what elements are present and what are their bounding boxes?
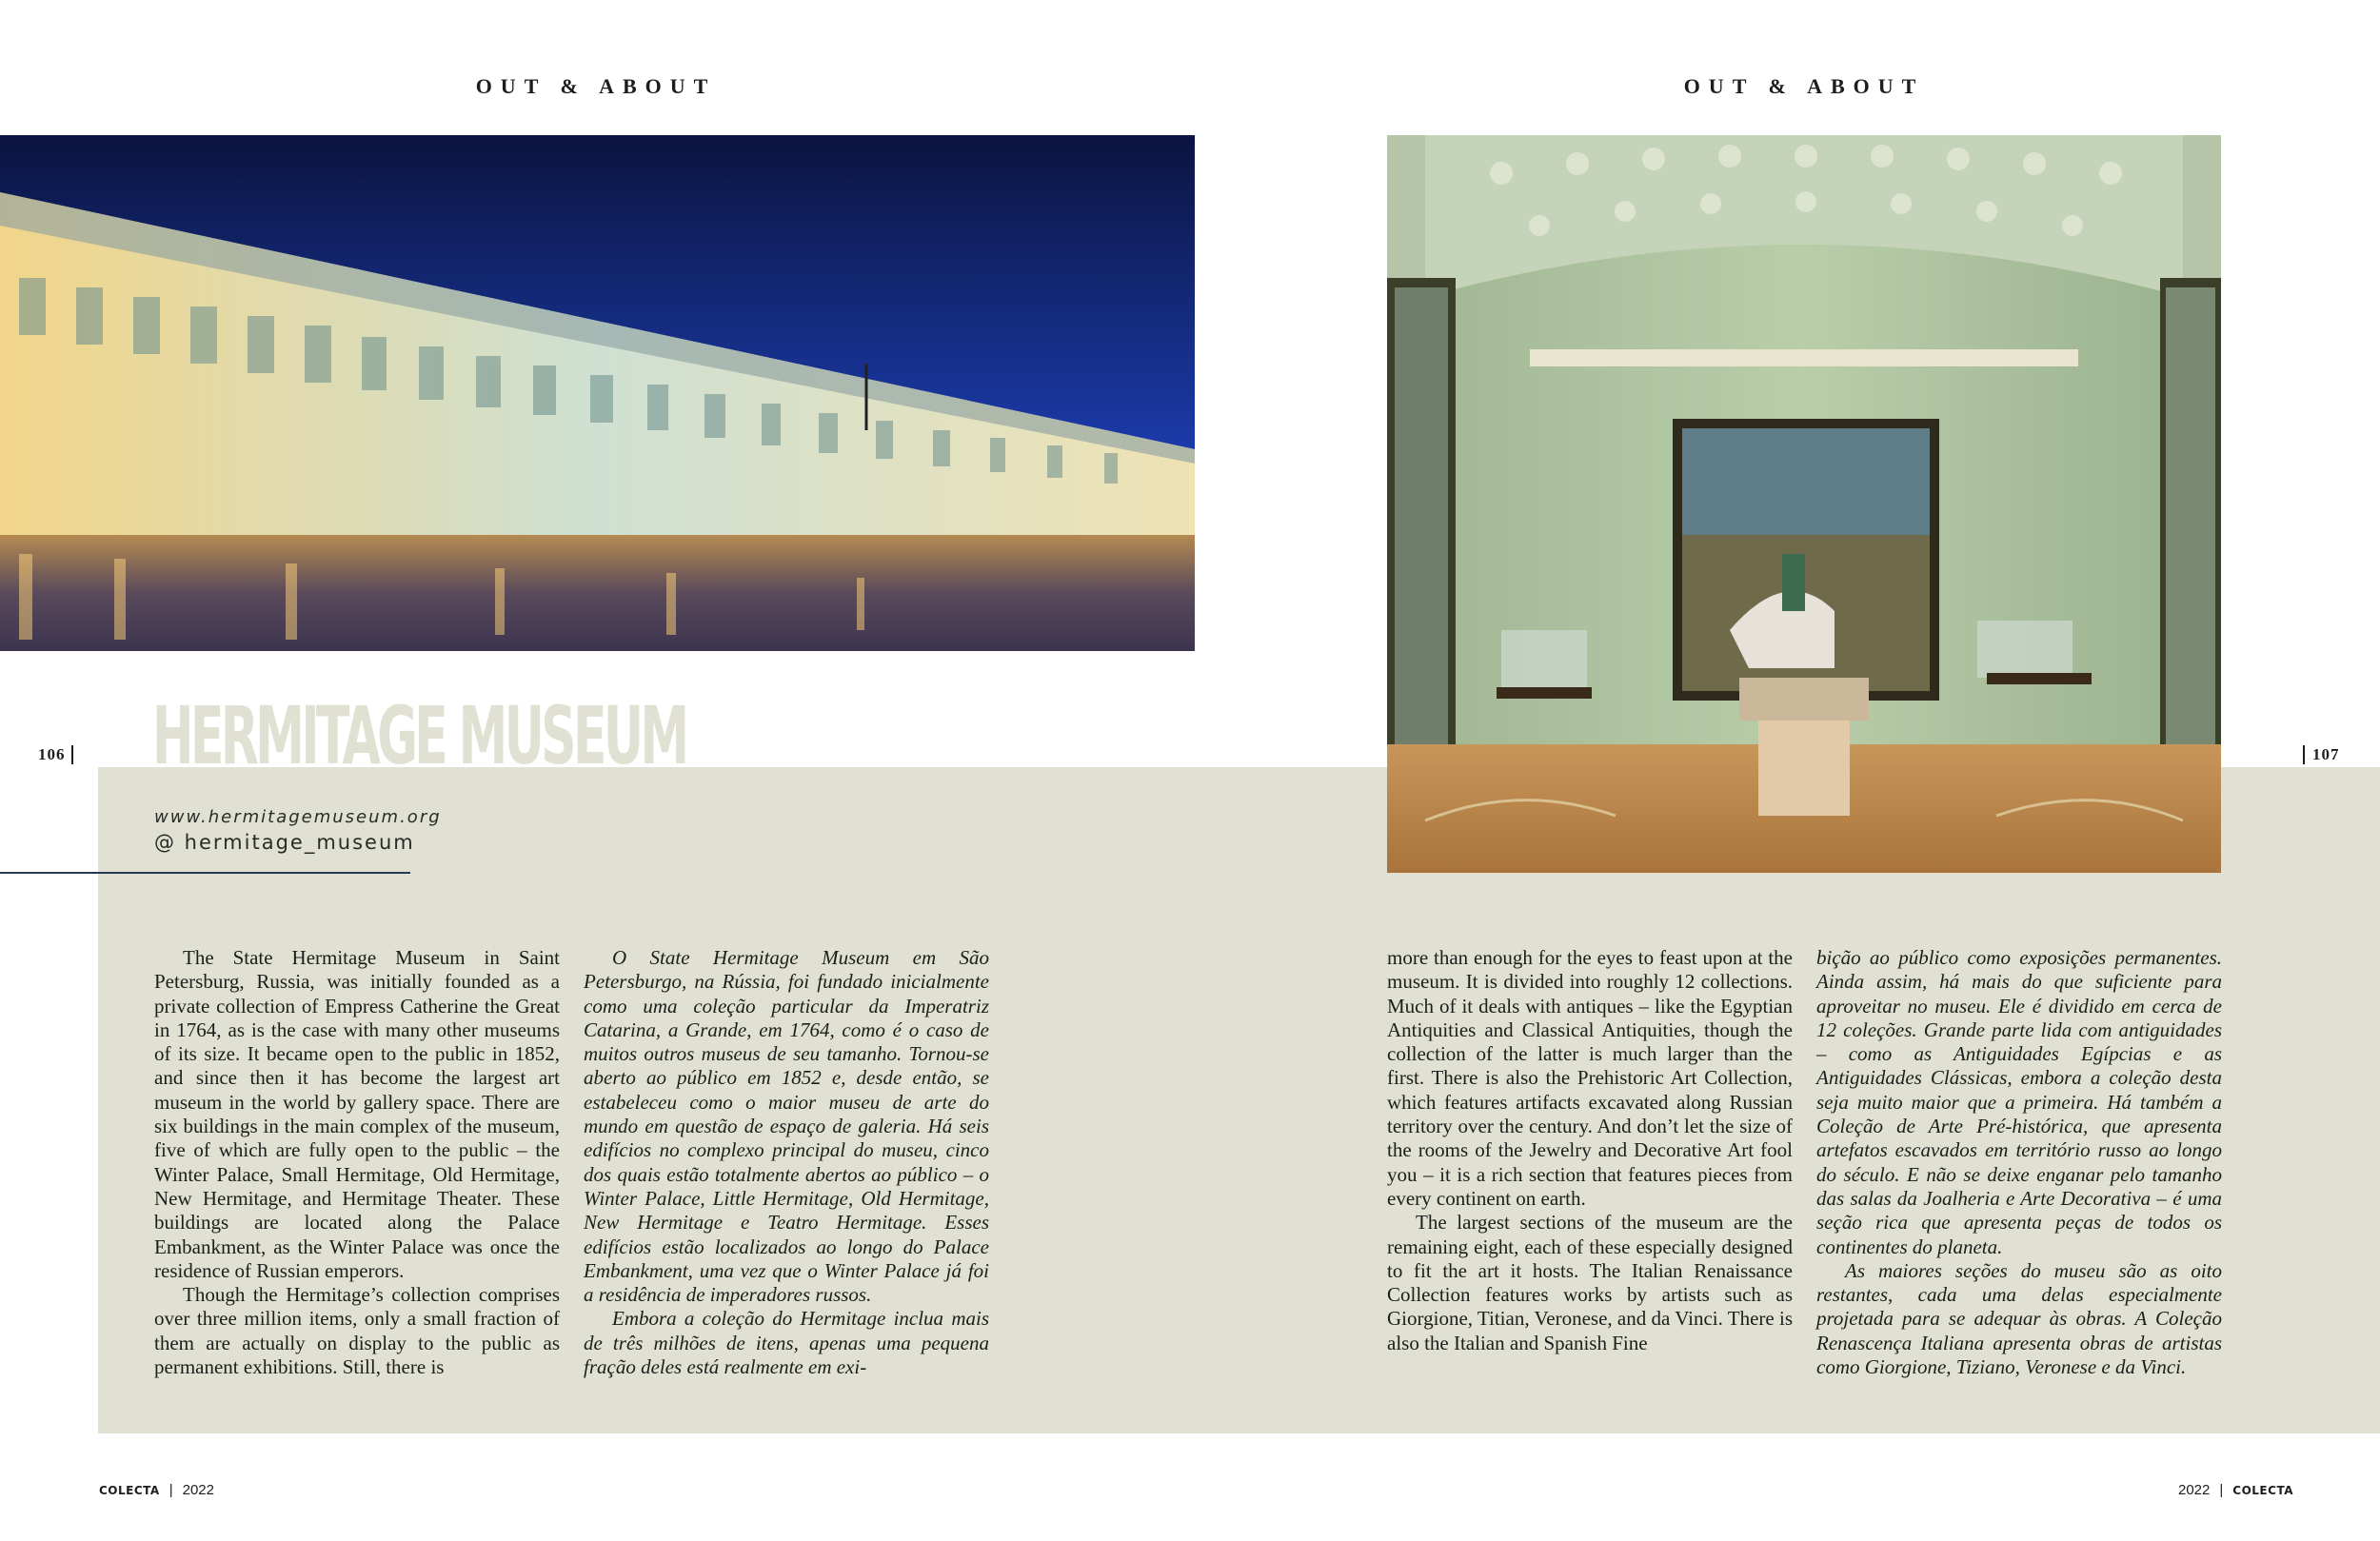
paragraph: bição ao público como exposições permanentes. Ainda assim, há mais do que suficiente para aproveitar no museu. Ele é dividido em cerca de 12 coleções. Grande parte lida com antiguidades – como as Antiguidades Egípcias e as Antiguidades Clássicas, embora a coleção desta seja muito maior que a primeira. Há também a Coleção de Arte Pré-histórica, que apresenta artefatos escavados em território russo ao longo do século. E não se deixe enganar pelo tamanho das salas da Joalheria e Arte Decorativa – é uma seção rica que apresenta peças de todos os continentes do planeta. [1816, 946, 2222, 1258]
winter-palace-photo [0, 135, 1195, 651]
footer-left [99, 1482, 214, 1498]
website-url[interactable]: www.hermitagemuseum.org [154, 807, 442, 827]
page-number-left: 106 [38, 745, 73, 764]
paragraph: The State Hermitage Museum in Saint Petersburg, Russia, was initially founded as a private collection of Empress Catherine the Great in 1764, as is the case with many other museums of its size. It became open to the public in 1852, and since then it has become the largest art museum in the world by gallery space. There are six buildings in the main complex of the museum, five of which are fully open to the public – the Winter Palace, Small Hermitage, Old Hermitage, New Hermitage, and Hermitage Theater. These buildings are located along the Palace Embankment, as the Winter Palace was once the residence of Russian emperors. [154, 946, 560, 1282]
page-number-right: 107 [2303, 745, 2340, 764]
footer-year-left: 2022 [182, 1482, 214, 1498]
portuguese-column-1 [584, 946, 989, 1379]
footer-separator: | [169, 1482, 173, 1498]
paragraph: Embora a coleção do Hermitage inclua mais de três milhões de itens, apenas uma pequena fração deles está realmente em exi- [584, 1307, 989, 1379]
social-handle[interactable]: @ hermitage_museum [154, 831, 415, 854]
paragraph: Though the Hermitage’s collection comprises over three million items, only a small fraction of them are actually on display to the public as permanent exhibitions. Still, there is [154, 1283, 560, 1379]
paragraph: The largest sections of the museum are the remaining eight, each of these especially designed to fit the art it hosts. The Italian Renaissance Collection features works by artists such as Giorgione, Titian, Veronese, and da Vinci. There is also the Italian and Spanish Fine [1387, 1211, 1793, 1354]
paragraph: O State Hermitage Museum em São Petersburgo, na Rússia, foi fundado inicialmente como uma coleção particular da Imperatriz Catarina, a Grande, em 1764, como é o caso de muitos outros museus de seu tamanho. Tornou-se aberto ao público em 1852 e, desde então, se estabeleceu como o maior museu de arte do mundo em questão de espaço de galeria. Há seis edifícios no complexo principal do museu, cinco dos quais estão totalmente abertos ao público – o Winter Palace, Little Hermitage, Old Hermitage, New Hermitage e Teatro Hermitage. Esses edifícios estão localizados ao longo do Palace Embankment, uma vez que o Winter Palace já foi a residência de imperadores russos. [584, 946, 989, 1307]
english-column-2 [1387, 946, 1793, 1355]
section-label-right: OUT & ABOUT [1683, 74, 1925, 98]
footer-separator: | [2219, 1482, 2224, 1498]
footer-right [2178, 1482, 2293, 1498]
article-title: HERMITAGE MUSEUM [152, 689, 686, 782]
english-column-1 [154, 946, 560, 1379]
gallery-hall-photo [1387, 135, 2221, 873]
footer-brand-left: COLECTA [99, 1484, 160, 1497]
paragraph: As maiores seções do museu são as oito restantes, cada uma delas especialmente projetada para se adequar às obras. A Coleção Renascença Italiana apresenta obras de artistas como Giorgione, Tiziano, Veronese e da Vinci. [1816, 1258, 2222, 1379]
footer-year-right: 2022 [2178, 1482, 2211, 1498]
divider-rule [0, 872, 410, 874]
paragraph: more than enough for the eyes to feast upon at the museum. It is divided into roughly 12 collections. Much of it deals with antiques – like the Egyptian Antiquities and Classical Antiquities, though the collection of the latter is much larger than the first. There is also the Prehistoric Art Collection, which features artifacts excavated along Russian territory over the century. And don’t let the size of the rooms of the Jewelry and Decorative Art fool you – it is a rich section that features pieces from every continent on earth. [1387, 946, 1793, 1210]
footer-brand-right: COLECTA [2232, 1484, 2293, 1497]
portuguese-column-2 [1816, 946, 2222, 1379]
section-label-left: OUT & ABOUT [475, 74, 717, 98]
